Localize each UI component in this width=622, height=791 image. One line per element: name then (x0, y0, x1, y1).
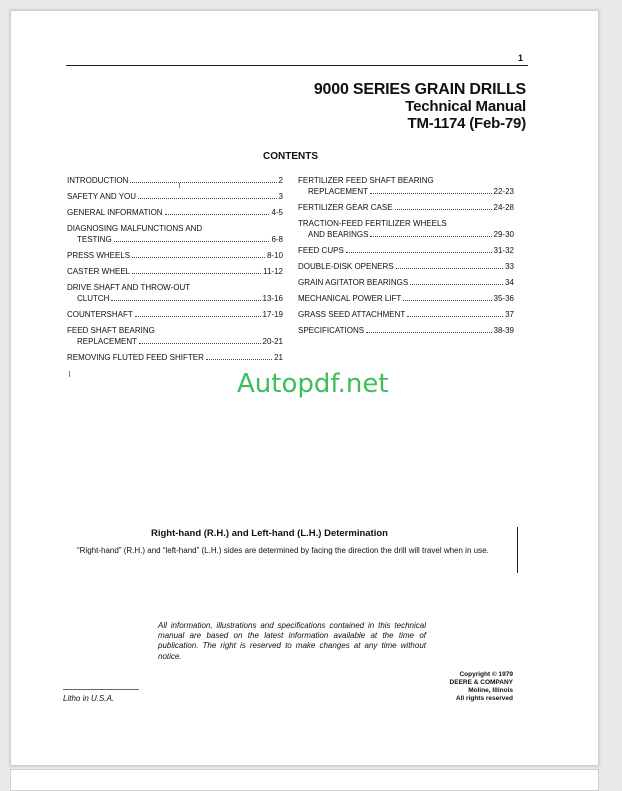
toc-entry-title: CASTER WHEEL (67, 267, 131, 276)
toc-leader-dots (396, 268, 504, 269)
contents-heading: CONTENTS (263, 151, 318, 162)
toc-entry-title: DIAGNOSING MALFUNCTIONS AND (67, 224, 203, 233)
toc-entry-title: FEED SHAFT BEARING (67, 326, 155, 335)
toc-entry-title: DRIVE SHAFT AND THROW-OUT (67, 283, 191, 292)
toc-entry (67, 309, 283, 320)
toc-entry-title: TESTING (77, 235, 112, 244)
toc-entry (67, 282, 283, 304)
company-location: Moline, Illinois (468, 687, 513, 694)
copyright-line: Copyright © 1979 (459, 671, 513, 678)
toc-entry-title: GRASS SEED ATTACHMENT (298, 310, 406, 319)
toc-leader-dots (132, 257, 265, 258)
toc-right-column (298, 175, 514, 341)
toc-entry-title: TRACTION-FEED FERTILIZER WHEELS (298, 219, 447, 228)
document-title: 9000 SERIES GRAIN DRILLS (313, 81, 526, 98)
toc-leader-dots (346, 252, 492, 253)
toc-page-number: 24-28 (493, 203, 514, 212)
toc-entry (298, 325, 514, 336)
toc-entry-title: INTRODUCTION (67, 176, 129, 185)
manual-number: TM-1174 (Feb-79) (407, 115, 526, 132)
toc-page-number: 3 (278, 192, 283, 201)
toc-entry-title: CLUTCH (77, 294, 110, 303)
toc-leader-dots (111, 300, 260, 301)
toc-leader-dots (410, 284, 503, 285)
change-bar (517, 527, 518, 573)
document-subtitle: Technical Manual (405, 98, 526, 115)
next-page-edge (10, 769, 599, 791)
toc-page-number: 29-30 (493, 230, 514, 239)
toc-entry (298, 245, 514, 256)
toc-entry (298, 175, 514, 197)
toc-leader-dots (132, 273, 261, 274)
toc-page-number: 21 (274, 353, 283, 362)
toc-leader-dots (165, 214, 270, 215)
determination-body: “Right-hand” (R.H.) and “left-hand” (L.H.) sides are determined by facing the direction the drill will travel when in use. (77, 546, 489, 555)
toc-entry-title: REMOVING FLUTED FEED SHIFTER (67, 353, 204, 362)
toc-leader-dots (139, 343, 261, 344)
rights-line: All rights reserved (455, 695, 513, 702)
toc-page-number: 37 (505, 310, 514, 319)
determination-title: Right-hand (R.H.) and Left-hand (L.H.) Determination (151, 528, 388, 539)
toc-entry (298, 293, 514, 304)
toc-entry (67, 325, 283, 347)
toc-leader-dots (206, 359, 272, 360)
toc-entry-title: SPECIFICATIONS (298, 326, 365, 335)
toc-page-number: 31-32 (493, 246, 514, 255)
toc-leader-dots (395, 209, 492, 210)
toc-entry (67, 250, 283, 261)
toc-page-number: 33 (505, 262, 514, 271)
toc-page-number: 35-36 (493, 294, 514, 303)
toc-entry (67, 207, 283, 218)
toc-entry (298, 218, 514, 240)
toc-entry-title: DOUBLE-DISK OPENERS (298, 262, 394, 271)
toc-page-number: 22-23 (493, 187, 514, 196)
toc-entry-title: PRESS WHEELS (67, 251, 131, 260)
toc-entry-title: FEED CUPS (298, 246, 344, 255)
header-rule (66, 65, 528, 66)
toc-entry (67, 175, 283, 186)
toc-entry-title: MECHANICAL POWER LIFT (298, 294, 402, 303)
toc-entry (67, 266, 283, 277)
toc-entry (67, 223, 283, 245)
toc-entry-title: FERTILIZER FEED SHAFT BEARING (298, 176, 434, 185)
toc-entry-title: FERTILIZER GEAR CASE (298, 203, 393, 212)
litho-text: Litho in U.S.A. (63, 694, 115, 703)
toc-page-number: 2 (278, 176, 283, 185)
toc-page-number: 8-10 (266, 251, 283, 260)
toc-entry-title: GRAIN AGITATOR BEARINGS (298, 278, 409, 287)
page-number: 1 (518, 53, 524, 63)
toc-leader-dots (130, 182, 276, 183)
toc-page-number: 20-21 (262, 337, 283, 346)
toc-leader-dots (370, 193, 492, 194)
scan-mark (69, 371, 70, 377)
toc-entry (67, 191, 283, 202)
toc-entry (298, 202, 514, 213)
copyright-block (450, 671, 513, 703)
company-name: DEERE & COMPANY (449, 679, 513, 686)
toc-leader-dots (366, 332, 491, 333)
toc-entry-title: REPLACEMENT (308, 187, 369, 196)
notice-text: All information, illustrations and specifications contained in this technical manual are based on the latest information available at the time of publication. The right is reserved to make changes at any time without notice. (158, 621, 426, 661)
toc-page-number: 4-5 (271, 208, 283, 217)
toc-page-number: 34 (505, 278, 514, 287)
toc-left-column (67, 175, 283, 368)
toc-page-number: 38-39 (493, 326, 514, 335)
toc-entry-title: GENERAL INFORMATION (67, 208, 163, 217)
toc-entry (298, 309, 514, 320)
toc-leader-dots (138, 198, 276, 199)
litho-rule (63, 689, 139, 690)
toc-leader-dots (135, 316, 261, 317)
toc-page-number: 17-19 (262, 310, 283, 319)
toc-leader-dots (407, 316, 503, 317)
watermark: Autopdf.net (237, 369, 389, 399)
toc-entry-title: REPLACEMENT (77, 337, 138, 346)
toc-entry-title: SAFETY AND YOU (67, 192, 137, 201)
toc-leader-dots (403, 300, 491, 301)
toc-entry (67, 352, 283, 363)
toc-entry-title: AND BEARINGS (308, 230, 369, 239)
toc-entry (298, 261, 514, 272)
document-page (10, 10, 599, 766)
toc-leader-dots (114, 241, 270, 242)
toc-entry (298, 277, 514, 288)
toc-leader-dots (370, 236, 491, 237)
toc-entry-title: COUNTERSHAFT (67, 310, 133, 319)
toc-page-number: 13-16 (262, 294, 283, 303)
toc-page-number: 11-12 (263, 267, 283, 276)
toc-page-number: 6-8 (271, 235, 283, 244)
